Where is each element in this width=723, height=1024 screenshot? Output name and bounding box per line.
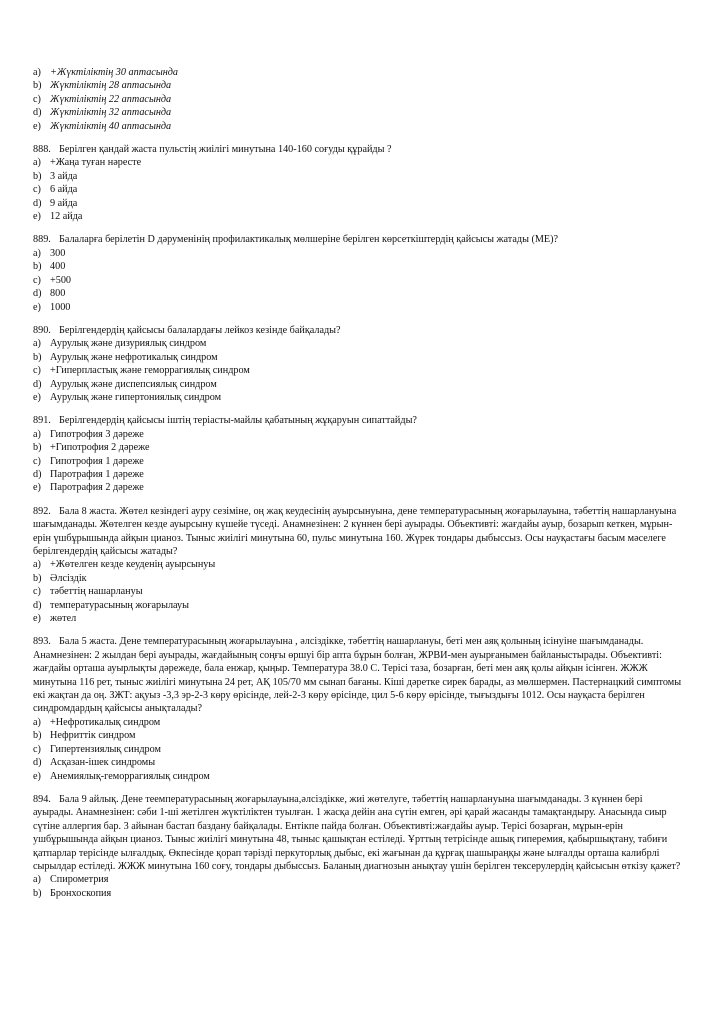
question-text: 893. Бала 5 жаста. Дене температурасының жоғарылауына , әлсіздікке, тәбеттің нашарлануы, беті мен аяқ қолының ісінуіне шағымданады. Анамнезінен: 2 жылдан бері ауырады, жағдайының соңғы өршуі бір апта бұрын болған, ЖРВИ-мен ауырғанымен байланыстырады. Объективті: жағдайы орташа ауырлықты дәрежеде, бала енжар, қыңыр. Температура 38.0 С. Терісі таза, бозарған, беті мен аяқ қолы айқын ісінген. ЖЖЖ минутына 116 рет, тыныс жиілігі минутына 24 рет, АҚ 105/70 мм сынап бағаны. Кіші дәретке сирек барады, аз мөлшермен. Пастернацкий симптомы екі жақтан да оң. ЗЖТ: ақуыз -3,3 эр-2-3 көру өрісінде, лей-2-3 көру өрісінде, цил 5-6 көру өрісінде, тығыздығы 1012. Осы науқаста берілген синдромдардың қайсысы анықталады? bbox=[33, 636, 682, 715]
option-e: e) Аурулық және гипертониялық синдром bbox=[33, 391, 222, 403]
option-e: e) Жүктіліктің 40 аптасында bbox=[33, 120, 172, 132]
option-b: b) 3 айда bbox=[33, 170, 78, 182]
document-page bbox=[33, 66, 685, 910]
question-text: 891. Берілгендердің қайсысы іштің терiасты-майлы қабатының жұқаруын сипаттайды? bbox=[33, 415, 417, 427]
option-e: e) Паротрафия 2 дәреже bbox=[33, 482, 144, 494]
option-d: d) Асқазан-ішек синдромы bbox=[33, 757, 156, 769]
option-c: c) Жүктіліктің 22 аптасында bbox=[33, 93, 172, 105]
option-d: d) Жүктіліктің 32 аптасында bbox=[33, 107, 172, 119]
option-a: a) +Жөтелген кезде кеуденің ауырсынуы bbox=[33, 559, 216, 571]
option-b: b) 400 bbox=[33, 261, 66, 273]
question-text: 888. Берілген қандай жаста пульстің жиілігі минутына 140-160 соғуды құрайды ? bbox=[33, 144, 392, 156]
question-text: 889. Балаларға берілетін D дәруменінің профилактикалық мөлшеріне берілген көрсеткіштердің қайсысы жатады (МЕ)? bbox=[33, 234, 559, 246]
leading-options bbox=[33, 66, 685, 133]
option-d: d) Паротрафия 1 дәреже bbox=[33, 468, 144, 480]
option-c: c) +Гиперпластық және геморрагиялық синдром bbox=[33, 365, 250, 377]
option-d: d) Аурулық және диспепсиялық синдром bbox=[33, 378, 217, 390]
option-c: c) +500 bbox=[33, 274, 72, 286]
question-893 bbox=[33, 635, 685, 782]
option-d: d) 9 айда bbox=[33, 197, 78, 209]
option-b: b) +Гипотрофия 2 дәреже bbox=[33, 442, 150, 454]
question-889 bbox=[33, 233, 685, 313]
option-e: e) 12 айда bbox=[33, 211, 83, 223]
question-888 bbox=[33, 143, 685, 223]
option-c: c) Гипертензиялық синдром bbox=[33, 743, 161, 755]
option-b: b) Аурулық және нефротикалық синдром bbox=[33, 351, 218, 363]
option-a: a) Спирометрия bbox=[33, 874, 109, 886]
question-892 bbox=[33, 505, 685, 626]
option-b: b) Бронхоскопия bbox=[33, 887, 112, 899]
option-a: a) Аурулық және дизуриялық синдром bbox=[33, 338, 207, 350]
option-a: a) +Нефротикалық синдром bbox=[33, 716, 161, 728]
option-d: d) температурасының жоғарылауы bbox=[33, 599, 189, 611]
question-890 bbox=[33, 324, 685, 404]
option-c: c) Гипотрофия 1 дәреже bbox=[33, 455, 144, 467]
option-e: e) жөтел bbox=[33, 613, 77, 625]
question-894 bbox=[33, 793, 685, 900]
option-e: e) 1000 bbox=[33, 301, 71, 313]
question-text: 892. Бала 8 жаста. Жөтел кезіндегі ауру сезіміне, оң жақ кеудесінің ауырсынуына, дене температурасының жоғарылауына, тәбеттің нашарлануына шағымданады. Жөтелген кезде ауырсыну күшейе түседі. Анамнезінен: 2 күннен бері ауырады. Объективті: жағдайы ауыр, бозарып кеткен, мұрын-ерін үшбұрышында айқын цианоз. Тыныс жиілігі минутына 60, пульс минутына 160. Жүрек тондары дыбыссыз. Осы науқастағы басым мәселеге берілгендердің қайсысы жатады? bbox=[33, 505, 677, 557]
option-c: c) тәбеттің нашарлануы bbox=[33, 586, 143, 598]
question-text: 890. Берілгендердің қайсысы балалардағы лейкоз кезінде байқалады? bbox=[33, 324, 341, 336]
option-b: b) Жүктіліктің 28 аптасында bbox=[33, 80, 172, 92]
question-text: 894. Бала 9 айлық. Дене теемпературасының жоғарылауына,әлсіздікке, жиі жөтелуге, тәбеттің нашарлануына шағымданады. 3 күннен бері ауырады. Анамнезінен: сәби 1-ші жетілген жүктіліктен туылған. 1 жасқа дейін ана сүтін емген, әрі қарай жасанды тамақтандыру. Анасында сиыр сүтіне аллергия бар. 3 айынан бастап баздану байқалады. Ентікпе пайда болған. Объективті:жағдайы ауыр. Терісі бозарған, мұрын-ерін ушбұрышында айқын цианоз. Тыныс жиілігі минутына 48, тыныс қашықтан естіледі. Ұрттың тетрісінде ашық гиперемия, қабыршықтану, табиғи қатпарлар терісінде ылғалдық. Өкпесінде қорап тәрізді перкуторлық дыбыс, екі жағынан да құрғақ шашыраңқы және ылғалды орташа калибрлі сырылдар естіледі. ЖЖЖ минутына 160 соғу, тондары дыбыссыз. Баланың диагнозын анықтау үшін берілген тексерулердің қайсысын өткізу қажет? bbox=[33, 793, 681, 872]
option-e: e) Анемиялық-геморрагиялық синдром bbox=[33, 770, 210, 782]
option-b: b) Әлсіздік bbox=[33, 572, 87, 584]
option-d: d) 800 bbox=[33, 288, 66, 300]
option-a: a) Гипотрофия 3 дәреже bbox=[33, 428, 144, 440]
option-a: a) +Жүктіліктің 30 аптасында bbox=[33, 67, 179, 78]
option-a: a) 300 bbox=[33, 247, 66, 259]
option-b: b) Нефриттік синдром bbox=[33, 730, 136, 742]
option-c: c) 6 айда bbox=[33, 184, 78, 196]
option-a: a) +Жаңа туған нәресте bbox=[33, 157, 142, 169]
question-891 bbox=[33, 414, 685, 494]
